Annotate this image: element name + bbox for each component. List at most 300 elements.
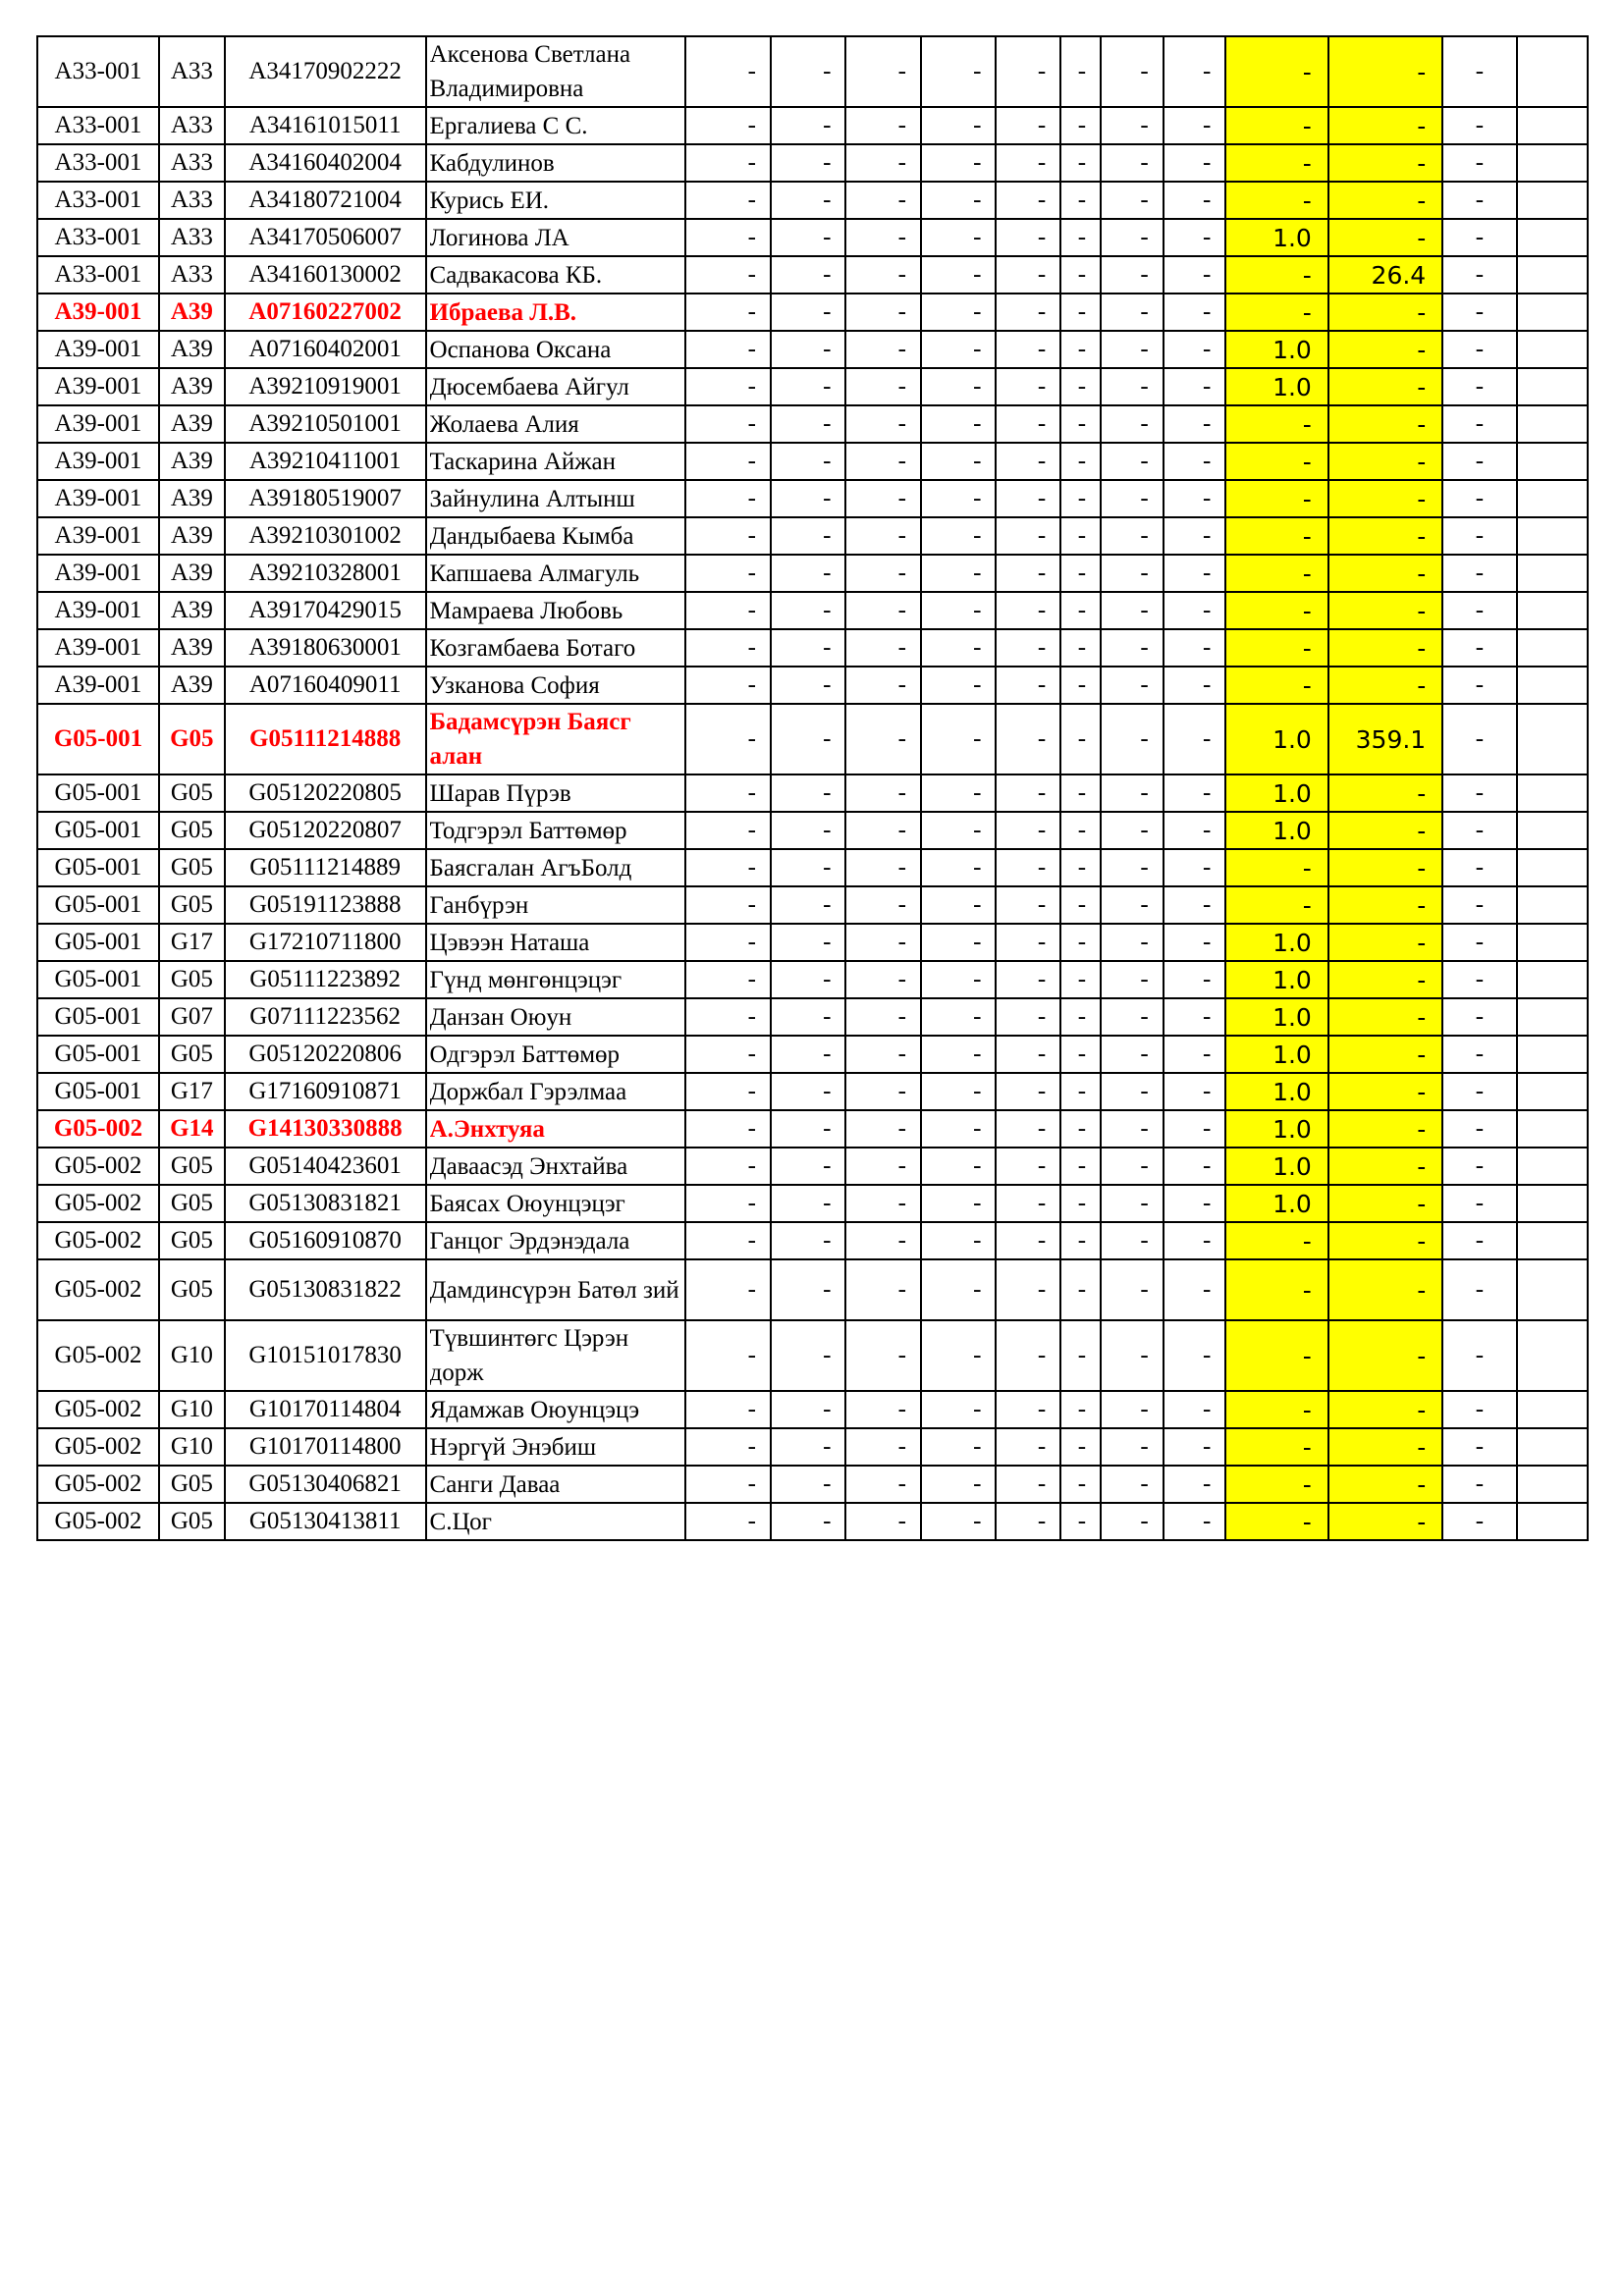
- name-text: Одгэрэл Баттөмөр: [429, 1041, 621, 1068]
- name-text: Садвакасова КБ.: [429, 261, 603, 289]
- empty-cell: [1517, 774, 1588, 812]
- dash-cell: -: [996, 1259, 1060, 1320]
- id-cell: A34160130002: [225, 256, 426, 294]
- dash-cell: -: [685, 256, 771, 294]
- dash-cell: -: [1164, 1466, 1226, 1503]
- name-cell: [426, 629, 685, 667]
- dash-cell: -: [1101, 36, 1164, 107]
- dash-cell: -: [845, 849, 921, 886]
- empty-cell: [1517, 1259, 1588, 1320]
- dash-cell: -: [1442, 667, 1516, 704]
- dash-cell: -: [1442, 774, 1516, 812]
- highlight-value-cell: -: [1328, 144, 1442, 182]
- dash-cell: -: [1442, 1503, 1516, 1540]
- dash-cell: -: [685, 998, 771, 1036]
- dash-cell: -: [771, 405, 846, 443]
- highlight-value-cell: -: [1328, 924, 1442, 961]
- group-code-cell: A39-001: [37, 592, 159, 629]
- dash-cell: -: [1442, 961, 1516, 998]
- dash-cell: -: [771, 1503, 846, 1540]
- table-row: [37, 629, 1588, 667]
- name-text: Цэвээн Наташа: [429, 929, 590, 956]
- empty-cell: [1517, 219, 1588, 256]
- dash-cell: -: [1101, 1391, 1164, 1428]
- name-cell: [426, 1466, 685, 1503]
- dash-cell: -: [685, 107, 771, 144]
- dash-cell: -: [771, 443, 846, 480]
- id-cell: G05120220805: [225, 774, 426, 812]
- highlight-value-cell: -: [1328, 368, 1442, 405]
- group-code-cell: G05-001: [37, 961, 159, 998]
- dash-cell: -: [1164, 1148, 1226, 1185]
- dash-cell: -: [1442, 182, 1516, 219]
- dash-cell: -: [1101, 443, 1164, 480]
- id-cell: G05111214888: [225, 704, 426, 774]
- name-text: Шарав Пүрэв: [429, 779, 571, 807]
- dash-cell: -: [996, 182, 1060, 219]
- empty-cell: [1517, 667, 1588, 704]
- highlight-value-cell: -: [1328, 517, 1442, 555]
- dash-cell: -: [1164, 368, 1226, 405]
- dash-cell: -: [685, 1185, 771, 1222]
- dash-cell: -: [845, 36, 921, 107]
- table-row: [37, 555, 1588, 592]
- id-cell: A34160402004: [225, 144, 426, 182]
- dash-cell: -: [1101, 219, 1164, 256]
- highlight-value-cell: -: [1225, 1503, 1328, 1540]
- empty-cell: [1517, 1320, 1588, 1391]
- dash-cell: -: [771, 294, 846, 331]
- group-code-cell: A33-001: [37, 144, 159, 182]
- dash-cell: -: [1164, 1428, 1226, 1466]
- dash-cell: -: [1442, 886, 1516, 924]
- highlight-value-cell: 1.0: [1225, 331, 1328, 368]
- dash-cell: -: [1060, 667, 1101, 704]
- table-row: [37, 1110, 1588, 1148]
- id-cell: A39210328001: [225, 555, 426, 592]
- table-row: [37, 405, 1588, 443]
- dash-cell: -: [845, 774, 921, 812]
- table-row: [37, 812, 1588, 849]
- empty-cell: [1517, 331, 1588, 368]
- dash-cell: -: [996, 667, 1060, 704]
- name-cell: [426, 1110, 685, 1148]
- dash-cell: -: [921, 517, 997, 555]
- highlight-value-cell: -: [1328, 629, 1442, 667]
- name-text: Санги Даваа: [429, 1470, 561, 1498]
- name-text: Түвшинтөгс Цэрэн дорж: [429, 1325, 629, 1386]
- dash-cell: -: [1101, 1466, 1164, 1503]
- dash-cell: -: [685, 555, 771, 592]
- group-code-cell: G05-002: [37, 1428, 159, 1466]
- highlight-value-cell: -: [1225, 1259, 1328, 1320]
- dash-cell: -: [1060, 849, 1101, 886]
- region-code-cell: G07: [159, 998, 225, 1036]
- dash-cell: -: [845, 368, 921, 405]
- dash-cell: -: [921, 256, 997, 294]
- dash-cell: -: [996, 368, 1060, 405]
- dash-cell: -: [1060, 1391, 1101, 1428]
- name-cell: [426, 812, 685, 849]
- id-cell: G17210711800: [225, 924, 426, 961]
- empty-cell: [1517, 405, 1588, 443]
- highlight-value-cell: 26.4: [1328, 256, 1442, 294]
- dash-cell: -: [1101, 294, 1164, 331]
- dash-cell: -: [996, 144, 1060, 182]
- dash-cell: -: [996, 1110, 1060, 1148]
- dash-cell: -: [1164, 517, 1226, 555]
- dash-cell: -: [1060, 1222, 1101, 1259]
- id-cell: A34180721004: [225, 182, 426, 219]
- dash-cell: -: [685, 1428, 771, 1466]
- highlight-value-cell: -: [1328, 1503, 1442, 1540]
- name-cell: [426, 924, 685, 961]
- table-row: [37, 849, 1588, 886]
- dash-cell: -: [1164, 1320, 1226, 1391]
- dash-cell: -: [685, 1320, 771, 1391]
- name-cell: [426, 961, 685, 998]
- name-text: С.Цог: [429, 1508, 492, 1535]
- highlight-value-cell: -: [1328, 405, 1442, 443]
- highlight-value-cell: -: [1328, 107, 1442, 144]
- region-code-cell: A39: [159, 667, 225, 704]
- dash-cell: -: [1060, 629, 1101, 667]
- name-cell: [426, 331, 685, 368]
- dash-cell: -: [1060, 517, 1101, 555]
- id-cell: A39180630001: [225, 629, 426, 667]
- name-cell: [426, 1320, 685, 1391]
- dash-cell: -: [1060, 592, 1101, 629]
- dash-cell: -: [1164, 774, 1226, 812]
- dash-cell: -: [845, 1259, 921, 1320]
- dash-cell: -: [1442, 1185, 1516, 1222]
- dash-cell: -: [1060, 1185, 1101, 1222]
- dash-cell: -: [1060, 924, 1101, 961]
- dash-cell: -: [921, 629, 997, 667]
- dash-cell: -: [1101, 667, 1164, 704]
- dash-cell: -: [1101, 1259, 1164, 1320]
- dash-cell: -: [996, 924, 1060, 961]
- dash-cell: -: [1442, 294, 1516, 331]
- name-text: Кабдулинов: [429, 149, 555, 177]
- name-text: Гүнд мөнгөнцэцэг: [429, 966, 623, 993]
- dash-cell: -: [685, 219, 771, 256]
- id-cell: A07160227002: [225, 294, 426, 331]
- dash-cell: -: [1164, 667, 1226, 704]
- dash-cell: -: [1442, 36, 1516, 107]
- dash-cell: -: [845, 294, 921, 331]
- dash-cell: -: [996, 592, 1060, 629]
- name-cell: [426, 1428, 685, 1466]
- name-cell: [426, 1148, 685, 1185]
- empty-cell: [1517, 443, 1588, 480]
- dash-cell: -: [1101, 405, 1164, 443]
- region-code-cell: G17: [159, 924, 225, 961]
- region-code-cell: A33: [159, 36, 225, 107]
- region-code-cell: A39: [159, 555, 225, 592]
- dash-cell: -: [996, 1503, 1060, 1540]
- region-code-cell: G05: [159, 961, 225, 998]
- group-code-cell: G05-002: [37, 1466, 159, 1503]
- dash-cell: -: [1164, 144, 1226, 182]
- dash-cell: -: [996, 1466, 1060, 1503]
- highlight-value-cell: -: [1225, 1466, 1328, 1503]
- region-code-cell: G05: [159, 812, 225, 849]
- group-code-cell: G05-002: [37, 1148, 159, 1185]
- dash-cell: -: [845, 1110, 921, 1148]
- highlight-value-cell: -: [1225, 1391, 1328, 1428]
- dash-cell: -: [1101, 849, 1164, 886]
- id-cell: G10170114804: [225, 1391, 426, 1428]
- dash-cell: -: [1060, 256, 1101, 294]
- table-row: [37, 219, 1588, 256]
- empty-cell: [1517, 998, 1588, 1036]
- empty-cell: [1517, 704, 1588, 774]
- id-cell: G05111223892: [225, 961, 426, 998]
- dash-cell: -: [771, 1036, 846, 1073]
- dash-cell: -: [921, 1036, 997, 1073]
- empty-cell: [1517, 1466, 1588, 1503]
- dash-cell: -: [1442, 704, 1516, 774]
- dash-cell: -: [771, 36, 846, 107]
- dash-cell: -: [921, 368, 997, 405]
- dash-cell: -: [685, 849, 771, 886]
- dash-cell: -: [921, 405, 997, 443]
- dash-cell: -: [1164, 1391, 1226, 1428]
- dash-cell: -: [996, 629, 1060, 667]
- dash-cell: -: [771, 1073, 846, 1110]
- dash-cell: -: [771, 1320, 846, 1391]
- id-cell: G05140423601: [225, 1148, 426, 1185]
- data-table: [36, 35, 1589, 1541]
- highlight-value-cell: -: [1328, 667, 1442, 704]
- dash-cell: -: [1101, 331, 1164, 368]
- dash-cell: -: [1164, 36, 1226, 107]
- region-code-cell: G05: [159, 1259, 225, 1320]
- dash-cell: -: [685, 405, 771, 443]
- highlight-value-cell: -: [1328, 182, 1442, 219]
- name-cell: [426, 517, 685, 555]
- group-code-cell: G05-001: [37, 1036, 159, 1073]
- id-cell: G05130831821: [225, 1185, 426, 1222]
- region-code-cell: A39: [159, 443, 225, 480]
- name-cell: [426, 555, 685, 592]
- name-text: Баясах Оюунцэцэг: [429, 1190, 625, 1217]
- table-row: [37, 294, 1588, 331]
- dash-cell: -: [771, 107, 846, 144]
- empty-cell: [1517, 1428, 1588, 1466]
- region-code-cell: G05: [159, 1036, 225, 1073]
- dash-cell: -: [1101, 480, 1164, 517]
- name-text: Ядамжав Оюунцэцэ: [429, 1396, 640, 1423]
- dash-cell: -: [685, 368, 771, 405]
- name-text: Нэргүй Энэбиш: [429, 1433, 597, 1461]
- dash-cell: -: [1442, 1466, 1516, 1503]
- dash-cell: -: [845, 812, 921, 849]
- dash-cell: -: [1060, 443, 1101, 480]
- dash-cell: -: [1101, 182, 1164, 219]
- highlight-value-cell: -: [1328, 294, 1442, 331]
- highlight-value-cell: -: [1225, 1320, 1328, 1391]
- dash-cell: -: [845, 517, 921, 555]
- table-row: [37, 1466, 1588, 1503]
- table-row: [37, 144, 1588, 182]
- empty-cell: [1517, 256, 1588, 294]
- dash-cell: -: [921, 592, 997, 629]
- name-cell: [426, 1222, 685, 1259]
- name-text: Тодгэрэл Баттөмөр: [429, 817, 627, 844]
- dash-cell: -: [1442, 1036, 1516, 1073]
- dash-cell: -: [921, 331, 997, 368]
- highlight-value-cell: -: [1225, 667, 1328, 704]
- dash-cell: -: [1101, 1073, 1164, 1110]
- dash-cell: -: [1164, 555, 1226, 592]
- group-code-cell: A33-001: [37, 107, 159, 144]
- empty-cell: [1517, 1185, 1588, 1222]
- name-cell: [426, 368, 685, 405]
- dash-cell: -: [1442, 1391, 1516, 1428]
- group-code-cell: G05-002: [37, 1222, 159, 1259]
- dash-cell: -: [996, 219, 1060, 256]
- table-row: [37, 886, 1588, 924]
- dash-cell: -: [921, 1503, 997, 1540]
- table-row: [37, 1259, 1588, 1320]
- dash-cell: -: [1101, 924, 1164, 961]
- dash-cell: -: [845, 961, 921, 998]
- highlight-value-cell: -: [1328, 1110, 1442, 1148]
- table-row: [37, 517, 1588, 555]
- dash-cell: -: [921, 480, 997, 517]
- table-row: [37, 998, 1588, 1036]
- region-code-cell: A39: [159, 368, 225, 405]
- dash-cell: -: [996, 704, 1060, 774]
- highlight-value-cell: -: [1328, 1148, 1442, 1185]
- empty-cell: [1517, 368, 1588, 405]
- highlight-value-cell: -: [1328, 480, 1442, 517]
- highlight-value-cell: -: [1328, 1036, 1442, 1073]
- dash-cell: -: [845, 144, 921, 182]
- dash-cell: -: [845, 443, 921, 480]
- table-row: [37, 36, 1588, 107]
- dash-cell: -: [996, 774, 1060, 812]
- name-cell: [426, 182, 685, 219]
- dash-cell: -: [921, 1110, 997, 1148]
- table-row: [37, 1391, 1588, 1428]
- highlight-value-cell: 1.0: [1225, 1110, 1328, 1148]
- dash-cell: -: [1442, 1110, 1516, 1148]
- dash-cell: -: [771, 1110, 846, 1148]
- dash-cell: -: [845, 1466, 921, 1503]
- region-code-cell: G05: [159, 1466, 225, 1503]
- dash-cell: -: [845, 886, 921, 924]
- name-text: Бадамсүрэн Баясг алан: [429, 709, 631, 770]
- table-row: [37, 182, 1588, 219]
- highlight-value-cell: -: [1328, 331, 1442, 368]
- dash-cell: -: [1442, 368, 1516, 405]
- empty-cell: [1517, 1503, 1588, 1540]
- dash-cell: -: [1060, 182, 1101, 219]
- name-cell: [426, 774, 685, 812]
- region-code-cell: A33: [159, 107, 225, 144]
- table-row: [37, 107, 1588, 144]
- table-row: [37, 1503, 1588, 1540]
- dash-cell: -: [771, 1185, 846, 1222]
- name-cell: [426, 36, 685, 107]
- name-cell: [426, 294, 685, 331]
- table-row: [37, 704, 1588, 774]
- dash-cell: -: [1164, 443, 1226, 480]
- dash-cell: -: [921, 812, 997, 849]
- highlight-value-cell: -: [1328, 886, 1442, 924]
- dash-cell: -: [996, 405, 1060, 443]
- dash-cell: -: [1164, 107, 1226, 144]
- dash-cell: -: [1101, 517, 1164, 555]
- dash-cell: -: [1164, 886, 1226, 924]
- dash-cell: -: [1101, 1428, 1164, 1466]
- dash-cell: -: [1164, 849, 1226, 886]
- id-cell: G14130330888: [225, 1110, 426, 1148]
- dash-cell: -: [1442, 443, 1516, 480]
- dash-cell: -: [685, 629, 771, 667]
- dash-cell: -: [1060, 1320, 1101, 1391]
- highlight-value-cell: 1.0: [1225, 774, 1328, 812]
- dash-cell: -: [685, 774, 771, 812]
- dash-cell: -: [1101, 812, 1164, 849]
- dash-cell: -: [845, 924, 921, 961]
- dash-cell: -: [1060, 812, 1101, 849]
- dash-cell: -: [921, 1148, 997, 1185]
- table-row: [37, 1073, 1588, 1110]
- dash-cell: -: [1101, 368, 1164, 405]
- table-row: [37, 368, 1588, 405]
- dash-cell: -: [685, 1466, 771, 1503]
- dash-cell: -: [771, 998, 846, 1036]
- dash-cell: -: [1442, 517, 1516, 555]
- name-cell: [426, 1073, 685, 1110]
- name-cell: [426, 704, 685, 774]
- highlight-value-cell: 359.1: [1328, 704, 1442, 774]
- dash-cell: -: [996, 1185, 1060, 1222]
- empty-cell: [1517, 1391, 1588, 1428]
- highlight-value-cell: -: [1225, 592, 1328, 629]
- region-code-cell: G05: [159, 704, 225, 774]
- dash-cell: -: [1164, 924, 1226, 961]
- dash-cell: -: [1101, 107, 1164, 144]
- id-cell: G05130413811: [225, 1503, 426, 1540]
- dash-cell: -: [845, 1503, 921, 1540]
- id-cell: A34161015011: [225, 107, 426, 144]
- dash-cell: -: [1101, 961, 1164, 998]
- dash-cell: -: [845, 1428, 921, 1466]
- group-code-cell: G05-001: [37, 924, 159, 961]
- group-code-cell: G05-002: [37, 1391, 159, 1428]
- dash-cell: -: [845, 1185, 921, 1222]
- dash-cell: -: [1164, 1073, 1226, 1110]
- empty-cell: [1517, 812, 1588, 849]
- highlight-value-cell: -: [1225, 480, 1328, 517]
- dash-cell: -: [771, 704, 846, 774]
- dash-cell: -: [771, 849, 846, 886]
- name-cell: [426, 219, 685, 256]
- dash-cell: -: [1101, 1036, 1164, 1073]
- dash-cell: -: [685, 1503, 771, 1540]
- highlight-value-cell: 1.0: [1225, 1185, 1328, 1222]
- region-code-cell: G05: [159, 1185, 225, 1222]
- dash-cell: -: [845, 256, 921, 294]
- empty-cell: [1517, 1222, 1588, 1259]
- group-code-cell: G05-002: [37, 1185, 159, 1222]
- dash-cell: -: [1164, 1503, 1226, 1540]
